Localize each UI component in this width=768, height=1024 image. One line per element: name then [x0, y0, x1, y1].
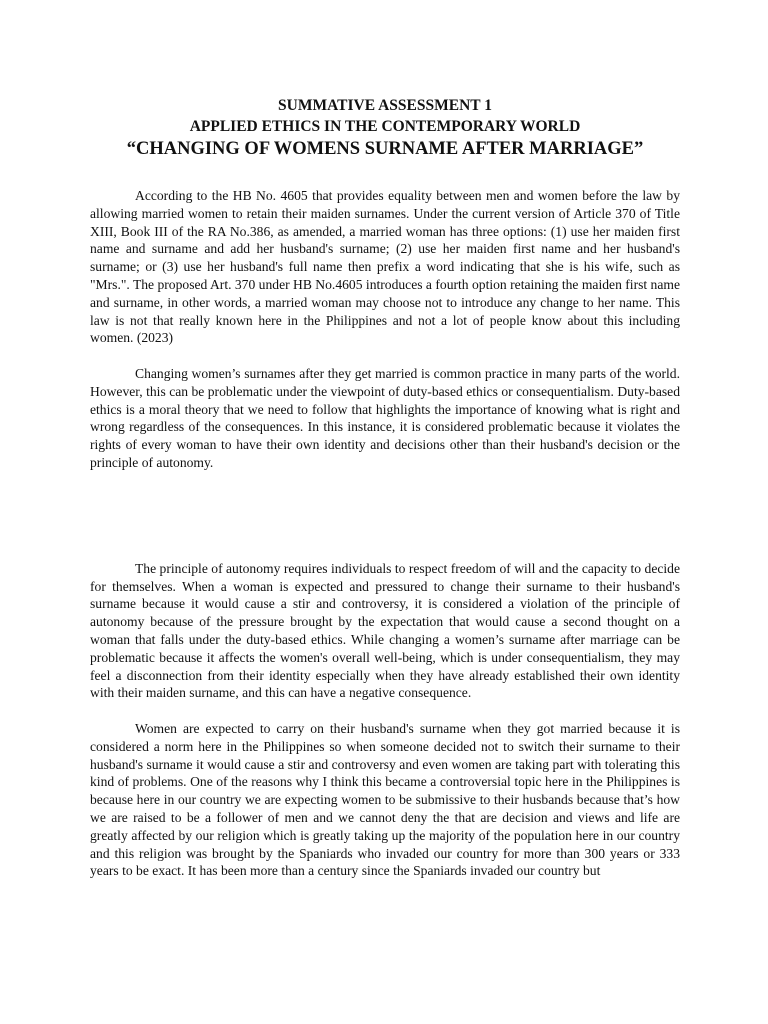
paragraph-1: According to the HB No. 4605 that provides equality between men and women before the law by allowing married women to retain their maiden surnames. Under the current version of Article 370 of Title XIII, Book III of the RA No.386, as amended, a married woman has three options: (1) use her maiden first name and surname and add her husband's surname; (2) use her maiden first name and her husband's surname; or (3) use her husband's full name then prefix a word indicating that she is his wife, such as "Mrs.". The proposed Art. 370 under HB No.4605 introduces a fourth option retaining the maiden first name and surname, in other words, a married woman may choose not to introduce any change to her name. This law is not that really known here in the Philippines and not a lot of people know about this including women. (2023) — [90, 188, 680, 346]
paragraph-2: Changing women’s surnames after they get married is common practice in many parts of the world. However, this can be problematic under the viewpoint of duty-based ethics or consequentialism. Duty-based ethics is a moral theory that we need to follow that highlights the importance of knowing what is right and wrong regardless of the consequences. In this instance, it is considered problematic because it violates the rights of every woman to have their own identity and decisions other than their husband's decision or the principle of autonomy. — [90, 365, 680, 470]
essay-body — [90, 187, 680, 880]
paragraph-4: Women are expected to carry on their husband's surname when they got married because it is considered a norm here in the Philippines so when someone decided not to switch their surname to their husband's surname it would cause a stir and controversy and even women are taking part with tolerating this kind of problems. One of the reasons why I think this became a controversial topic here in the Philippines is because here in our country we are expecting women to be submissive to their husbands because that’s how we are raised to be a follower of men and we cannot deny the that are decision and views and life are greatly affected by our religion which is greatly taking up the majority of the population here in our country and this religion was brought by the Spaniards who invaded our country for more than 300 years or 333 years to be exact. It has been more than a century since the Spaniards invaded our country but — [90, 720, 680, 879]
paragraph-3: The principle of autonomy requires individuals to respect freedom of will and the capacity to decide for themselves. When a woman is expected and pressured to change their surname to their husband's surname because it would cause a stir and controversy, it is considered a violation of the principle of autonomy because of the pressure brought by the expectation that would cause a second thought on a woman that falls under the duty-based ethics. While changing a women’s surname after marriage can be problematic because it affects the women's overall well-being, which is under consequentialism, they may feel a disconnection from their identity especially when they have already established their own identity with their maiden surname, and this can have a negative consequence. — [90, 560, 680, 701]
assessment-label: SUMMATIVE ASSESSMENT 1 — [278, 97, 492, 114]
paragraph-spacer — [90, 702, 680, 720]
paragraph-spacer — [90, 347, 680, 365]
section-spacer — [90, 472, 680, 560]
essay-title: “CHANGING OF WOMENS SURNAME AFTER MARRIAGE” — [126, 139, 644, 159]
document-header — [90, 95, 680, 161]
course-title: APPLIED ETHICS IN THE CONTEMPORARY WORLD — [189, 118, 581, 135]
